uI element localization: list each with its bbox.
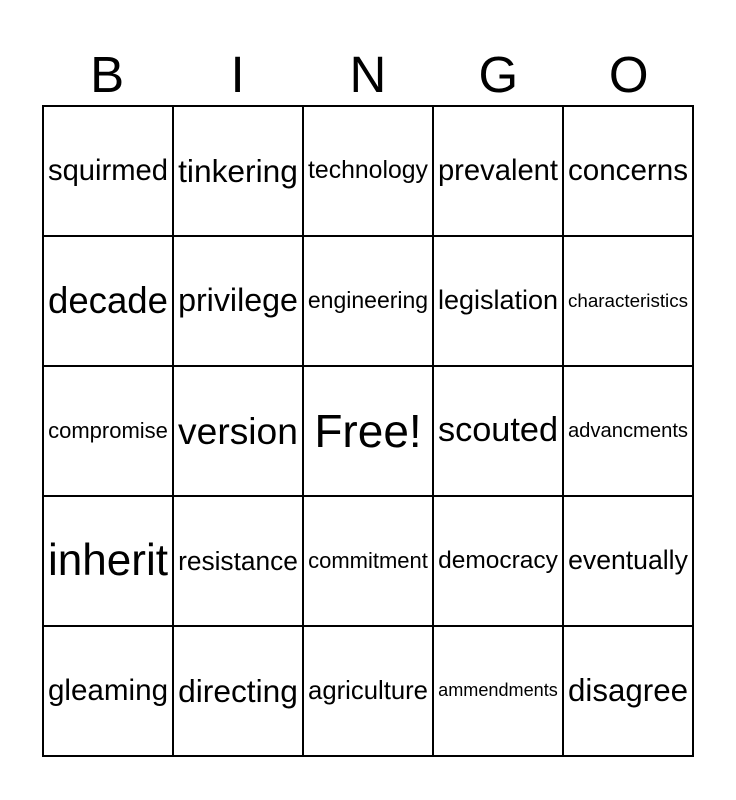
free-cell[interactable]: Free! (303, 366, 433, 496)
bingo-cell-r3-c5[interactable]: advancments (563, 366, 693, 496)
bingo-header-letter-g: G (478, 45, 519, 103)
bingo-cell-r4-c1[interactable]: inherit (43, 496, 173, 626)
bingo-header-letter-n: N (349, 45, 387, 103)
bingo-cell-r1-c2[interactable]: tinkering (173, 106, 303, 236)
bingo-cell-r2-c1[interactable]: decade (43, 236, 173, 366)
bingo-cell-r3-c2[interactable]: version (173, 366, 303, 496)
bingo-cell-r3-c4[interactable]: scouted (433, 366, 563, 496)
bingo-cell-r2-c2[interactable]: privilege (173, 236, 303, 366)
bingo-cell-r3-c1[interactable]: compromise (43, 366, 173, 496)
bingo-cell-r4-c5[interactable]: eventually (563, 496, 693, 626)
bingo-header-letter-i: I (230, 45, 245, 103)
bingo-cell-r4-c2[interactable]: resistance (173, 496, 303, 626)
bingo-cell-r1-c3[interactable]: technology (303, 106, 433, 236)
bingo-header-letter-b: B (90, 45, 125, 103)
bingo-cell-r2-c3[interactable]: engineering (303, 236, 433, 366)
bingo-cell-r5-c4[interactable]: ammendments (433, 626, 563, 756)
bingo-cell-r2-c4[interactable]: legislation (433, 236, 563, 366)
bingo-header (42, 0, 694, 105)
bingo-cell-r1-c5[interactable]: concerns (563, 106, 693, 236)
bingo-cell-r1-c4[interactable]: prevalent (433, 106, 563, 236)
bingo-cell-r2-c5[interactable]: characteristics (563, 236, 693, 366)
bingo-cell-r5-c3[interactable]: agriculture (303, 626, 433, 756)
bingo-cell-r4-c4[interactable]: democracy (433, 496, 563, 626)
bingo-header-letter-o: O (608, 45, 649, 103)
bingo-cell-r5-c2[interactable]: directing (173, 626, 303, 756)
bingo-cell-r5-c5[interactable]: disagree (563, 626, 693, 756)
bingo-cell-r4-c3[interactable]: commitment (303, 496, 433, 626)
bingo-cell-r5-c1[interactable]: gleaming (43, 626, 173, 756)
bingo-grid (42, 105, 694, 757)
bingo-cell-r1-c1[interactable]: squirmed (43, 106, 173, 236)
bingo-card (42, 0, 694, 757)
